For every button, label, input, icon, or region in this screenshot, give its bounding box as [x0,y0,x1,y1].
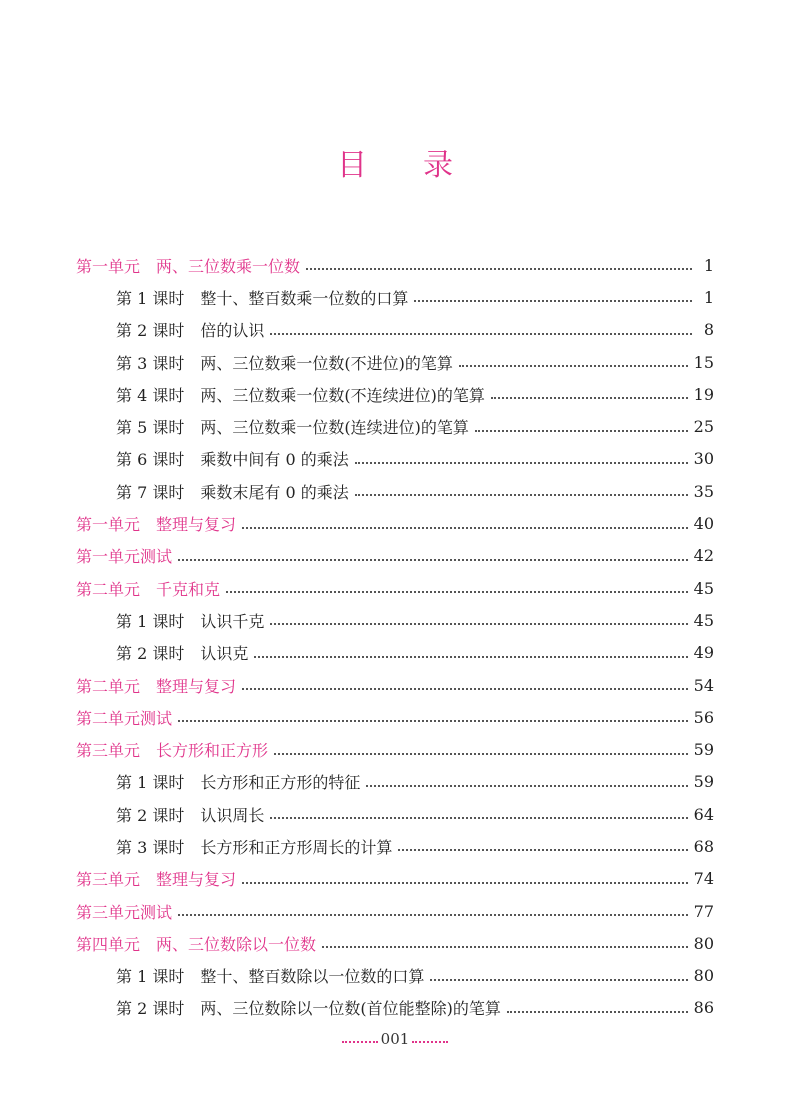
toc-leader-dots [270,619,687,625]
toc-unit-entry [76,540,714,572]
toc-lesson-entry [76,798,714,830]
toc-entry-page: 68 [693,836,714,856]
toc-leader-dots [430,975,687,981]
toc-entry-label: 第三单元 整理与复习 [76,870,237,890]
toc-entry-label: 第 1 课时 整十、整百数除以一位数的口算 [116,967,425,987]
toc-leader-dots [414,296,692,302]
toc-entry-label: 第 1 课时 长方形和正方形的特征 [116,773,361,793]
toc-leader-dots [459,361,688,367]
toc-entry-page: 49 [693,643,714,663]
toc-leader-dots [242,523,688,529]
toc-unit-entry [76,249,714,281]
toc-entry-label: 第 2 课时 认识周长 [116,805,265,825]
toc-entry-page: 40 [693,514,714,534]
toc-entry-label: 第 2 课时 认识克 [116,644,249,664]
toc-entry-page: 80 [693,933,714,953]
toc-entry-page: 15 [693,352,714,372]
toc-entry-page: 56 [693,707,714,727]
toc-leader-dots [355,490,688,496]
toc-entry-label: 第 7 课时 乘数末尾有 0 的乘法 [116,482,349,502]
toc-leader-dots [226,587,688,593]
toc-lesson-entry [76,281,714,313]
toc-lesson-entry [76,604,714,636]
toc-entry-page: 42 [693,546,714,566]
toc-leader-dots [254,652,687,658]
toc-entry-label: 第 2 课时 两、三位数除以一位数(首位能整除)的笔算 [116,999,501,1019]
toc-entry-label: 第 3 课时 两、三位数乘一位数(不进位)的笔算 [116,353,453,373]
toc-leader-dots [178,555,688,561]
toc-lesson-entry [76,830,714,862]
toc-entry-page: 77 [693,901,714,921]
toc-entry-page: 59 [693,740,714,760]
page-title: 目录 [337,148,509,183]
toc-unit-entry [76,669,714,701]
toc-leader-dots [507,1007,688,1013]
toc-entry-page: 30 [693,449,714,469]
toc-entry-page: 8 [703,320,714,340]
toc-leader-dots [242,684,688,690]
toc-leader-dots [355,458,688,464]
toc-leader-dots [270,329,692,335]
toc-entry-page: 1 [703,255,714,275]
toc-lesson-entry [76,410,714,442]
toc-unit-entry [76,507,714,539]
toc-entry-label: 第二单元 整理与复习 [76,676,237,696]
toc-lesson-entry [76,992,714,1024]
toc-leader-dots [242,878,688,884]
toc-unit-entry [76,863,714,895]
toc-leader-dots [398,845,687,851]
toc-entry-page: 74 [693,869,714,889]
toc-lesson-entry [76,314,714,346]
toc-entry-label: 第三单元 长方形和正方形 [76,741,269,761]
toc-lesson-entry [76,475,714,507]
toc-unit-entry [76,895,714,927]
toc-unit-entry [76,733,714,765]
toc-entry-page: 64 [693,804,714,824]
toc-entry-page: 19 [693,384,714,404]
toc-entry-label: 第 6 课时 乘数中间有 0 的乘法 [116,450,349,470]
toc-entry-page: 59 [693,772,714,792]
toc-leader-dots [322,942,688,948]
footer-page-number: 001 [380,1030,410,1048]
toc-entry-label: 第 4 课时 两、三位数乘一位数(不连续进位)的笔算 [116,385,485,405]
toc-leader-dots [270,813,687,819]
toc-leader-dots [274,749,688,755]
toc-leader-dots [491,393,688,399]
footer-dots-right [412,1038,448,1043]
toc-unit-entry [76,927,714,959]
toc-lesson-entry [76,960,714,992]
toc-entry-label: 第二单元 千克和克 [76,579,221,599]
toc-entry-page: 45 [693,578,714,598]
toc-entry-page: 54 [693,675,714,695]
toc-entry-label: 第三单元测试 [76,902,173,922]
toc-unit-entry [76,572,714,604]
toc-leader-dots [475,426,688,432]
toc-lesson-entry [76,637,714,669]
footer-dots-left [342,1038,378,1043]
toc-entry-page: 80 [693,966,714,986]
toc-entry-label: 第 2 课时 倍的认识 [116,321,265,341]
toc-leader-dots [306,264,692,270]
toc-entry-page: 35 [693,481,714,501]
toc-entry-label: 第一单元测试 [76,547,173,567]
toc-entry-page: 1 [703,287,714,307]
toc-leader-dots [178,910,688,916]
toc-entry-label: 第一单元 两、三位数乘一位数 [76,256,301,276]
toc-lesson-entry [76,346,714,378]
toc-entry-label: 第一单元 整理与复习 [76,515,237,535]
toc-entry-label: 第 1 课时 整十、整百数乘一位数的口算 [116,288,409,308]
toc-entry-page: 25 [693,417,714,437]
toc-entry-label: 第 1 课时 认识千克 [116,611,265,631]
toc-lesson-entry [76,443,714,475]
toc-unit-entry [76,701,714,733]
toc-entry-label: 第四单元 两、三位数除以一位数 [76,934,317,954]
toc-entry-page: 86 [693,998,714,1018]
toc-entry-label: 第二单元测试 [76,708,173,728]
toc-leader-dots [366,781,687,787]
toc-entry-label: 第 5 课时 两、三位数乘一位数(连续进位)的笔算 [116,418,469,438]
page-footer [0,1030,790,1048]
toc-lesson-entry [76,378,714,410]
toc-lesson-entry [76,766,714,798]
toc-leader-dots [178,716,688,722]
toc-entry-label: 第 3 课时 长方形和正方形周长的计算 [116,837,393,857]
table-of-contents [76,249,714,1024]
toc-entry-page: 45 [693,610,714,630]
